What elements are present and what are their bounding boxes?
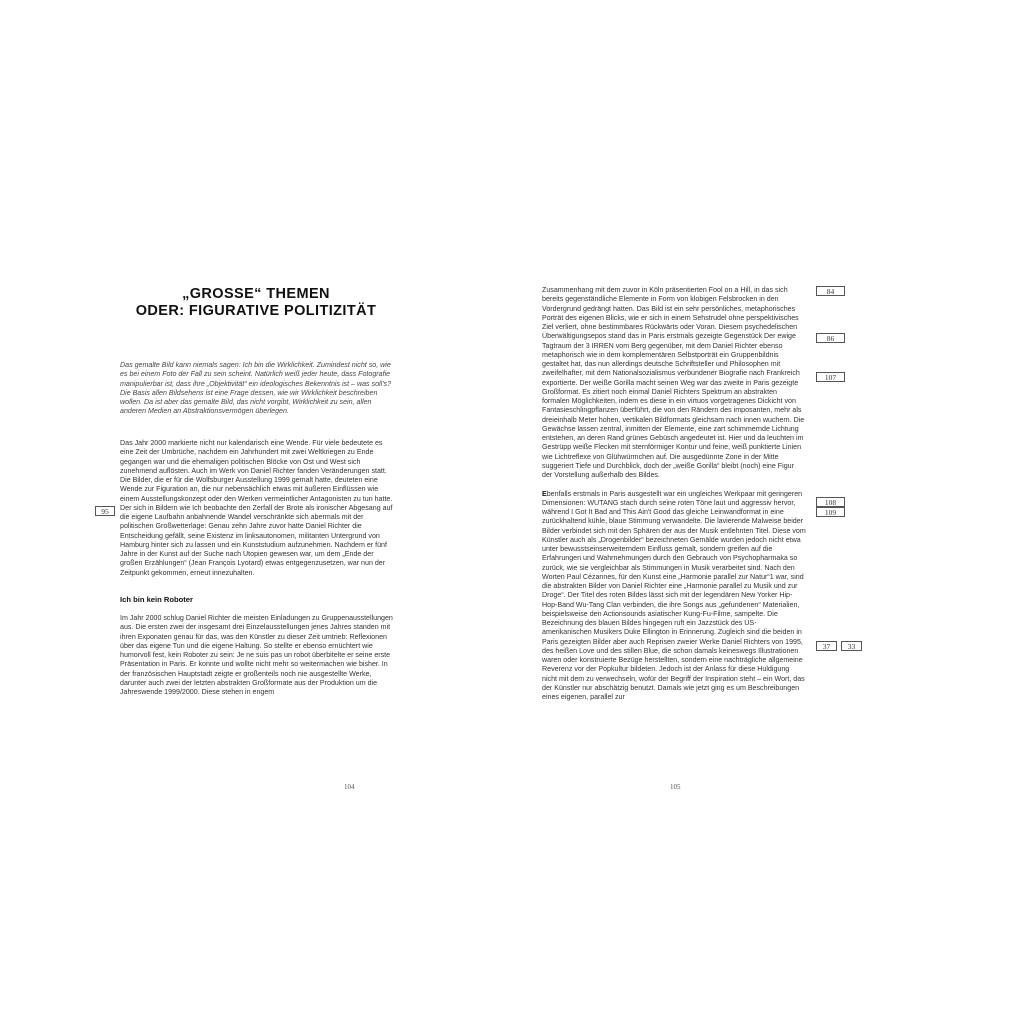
margin-reference-marker: 84 [816,286,845,296]
intro-text: Das gemalte Bild kann niemals sagen: Ich bin die Wirklichkeit. Zumindest nicht so, wie es bei einem Foto der Fall zu sein scheint. Natürlich weiß jeder heute, dass Fotografie manipulierbar ist, dass ihre „Objektivität“ ein ideologisches Bekenntnis ist – was soll's? Die Basis allen Bildsehens ist eine Frage dessen, wie wir Wirklichkeit beschreiben wollen. Da ist aber das gemalte Bild, das nicht vorgibt, Wirklichkeit zu sein, allen anderen Medien an Abstraktionsvermögen überlegen. [120,361,392,416]
right-paragraph-1: Zusammenhang mit dem zuvor in Köln präsentierten Fool on a Hill, in das sich bereits gegenständliche Elemente in Form von klobigen Felsbrocken in den Vordergrund gedrängt hatten. Das Bild ist ein sehr persönliches, metaphorisches Porträt des eigenen Blicks, wie er sich in einem Sehstrudel ohne perspektivisches Ziel verliert, ohne bestimmbares Rückwärts oder Voran. Diesem psychedelischen Überwältigungsepos stand das in Paris erstmals gezeigte Gegenstück Der ewige Tagtraum der 3 IRREN vom Berg gegenüber, mit dem Daniel Richter ebenso metaphorisch wie in dem komplementären Selbstporträt ein Gruppenbildnis gestaltet hat, das nun allerdings deutsche Schriftsteller und Philosophen mit zweifelhafter, mit dem Nationalsozialismus verbundener Biografie nach Frankreich exportierte. Der weiße Gorilla macht seinen Weg war das zweite in Paris gezeigte Großformat. Es zitiert noch einmal Daniel Richters Spektrum an abstrakten formalen Möglichkeiten, indem es diese in ein virtuos vorgetragenes Dickicht von Fantasieschlingpflanzen überführt, die von den Rändern des imposanten, mehr als dreieinhalb Meter hohen, vertikalen Bildformats gleichsam nach innen wuchern. Die Gewächse lassen zentral, inmitten der Elemente, eine zart schimmernde Lichtung entstehen, an deren Rand grünes Gebüsch angedeutet ist. Hier und da leuchten im Gestrüpp weiße Flecken mit sternförmiger Kontur und feine, weiß punktierte Linien wie Lichtreflexe von Glühwürmchen auf. Die ausgedünnte Zone in der Mitte suggeriert Tiefe und Durchblick, doch der „weiße Gorilla“ bleibt (noch) eine Figur der Vorstellung außerhalb des Bildes. [542,286,805,479]
right-page [512,0,1024,1024]
page-number-right: 105 [670,783,681,791]
margin-reference-marker: 33 [841,641,862,651]
body-paragraph-2 [120,614,396,707]
section-subheading: Ich bin kein Roboter [120,595,193,604]
body-text-2: Im Jahr 2000 schlug Daniel Richter die meisten Einladungen zu Gruppenausstellungen aus. Die ersten zwei der insgesamt drei Einzelausstellungen jenes Jahres standen mit ihren Exponaten genau für das, was den Künstler zu dieser Zeit umtrieb: Reflexionen über das eigene Tun und die eigene Haltung. So stellte er ebenso ernüchtert wie humorvoll fest, kein Roboter zu sein: Je ne suis pas un robot überbitelte er seine erste Präsentation in Paris. Er konnte und wollte nicht mehr so weitermachen wie bisher. In der französischen Hauptstadt zeigte er großenteils noch nie ausgestellte Werke, darunter auch zwei der letzten abstrakten Großformate aus der Produktion um die Jahreswende 1999/2000. Diese stehen in engem [120,614,393,696]
right-paragraph-2 [542,490,806,703]
body-text-1: Das Jahr 2000 markierte nicht nur kalendarisch eine Wende. Für viele bedeutete es eine Zeit der Umbrüche, nachdem ein Jahrhundert mit zwei Weltkriegen zu Ende gegangen war und die ehemaligen politischen Blöcke von Ost und West sich zunehmend auflösten. Auch im Werk von Daniel Richter fanden Veränderungen statt. Die Bilder, die er für die Wolfsburger Ausstellung 1999 gemalt hatte, deuteten eine Wende zur Figuration an, die nur nebensächlich etwas mit äußeren Einflüssen wie einem Ausstellungskonzept oder den Werken vermeintlicher Antagonisten zu tun hatte. Der sich in Bildern wie Ich beobachte den Zerfall der Brote als ironischer Abgesang auf die eigene Laufbahn anbahnende Wandel verschränkte sich abermals mit der politischen Großwetterlage: Genau zehn Jahre zuvor hatte Daniel Richter die Entscheidung gefällt, seine Existenz im linksautonomen, militanten Untergrund von Hamburg hinter sich zu lassen und ein Kunststudium aufzunehmen. Nachdem er fünf Jahre in der Kunst auf der Suche nach Utopien gewesen war, um dem „Ende der großen Erzählungen“ (Jean François Lyotard) etwas entgegenzusetzen, war nun der Zeitpunkt gekommen, erneut innezuhalten. [120,439,393,577]
margin-reference-marker: 95 [95,506,115,516]
chapter-title [120,286,392,320]
margin-reference-marker: 108 [816,497,845,507]
margin-reference-marker: 86 [816,333,845,343]
right-column-text [542,286,806,712]
intro-paragraph [120,361,396,426]
body-paragraph-1 [120,439,396,587]
right-paragraph-2-text: benfalls erstmals in Paris ausgestellt war ein ungleiches Werkpaar mit geringeren Dimensionen: WUTANG stach durch seine roten Töne laut und aggressiv hervor, während I Got It Bad and This Ain't Good das gleiche Leinwandformat in eine zurückhaltend kühle, blaue Stimmung verwandelte. Die lavierende Malweise beider Bilder verbindet sich mit den Sphären der aus der Musik entlehnten Titel. Diese vom Künstler auch als „Drogenbilder“ bezeichneten Gemälde wurden jedoch nicht etwa unter bewusstseinserweiterndem Einfluss gemalt, sondern greifen auf die Erfahrungen und Wahrnehmungen durch den Gebrauch von Psychopharmaka so zurück, wie sie vergleichbar als Stimmungen in Musik verarbeitet sind. Nach den Worten Paul Cézannes, für den Kunst eine „Harmonie parallel zur Natur“1 war, sind die abstrakten Bilder von Daniel Richter eine „Harmonie parallel zu Musik und zur Droge“. Der Titel des roten Bildes lässt sich mit der legendären New Yorker Hip-Hop-Band Wu-Tang Clan verbinden, die ihre Songs aus „gefundenen“ Materialien, beispielsweise den Actionsounds asiatischer Kung-Fu-Filme, sampelte. Die Bezeichnung des blauen Bildes hingegen ruft ein Jazzstück des US-amerikanischen Musikers Duke Ellington in Erinnerung. Zugleich sind die beiden in Paris gezeigten Bilder aber auch Reprisen zweier Werke Daniel Richters von 1995, des heißen Love und des stillen Blue, die schon damals keineswegs Illustrationen waren oder konstruierte Bezüge herstellten, sondern eine nachträgliche allgemeine Reverenz vor der Popkultur bildeten. Jedoch ist der Anlass für diese Huldigung nicht mit dem zu verwechseln, wofür der Begriff der Inspiration steht – ein Wort, das der Künstler nur abschätzig benutzt. Damals wie jetzt ging es um Beschreibungen eines eigenen, parallel zur [542,489,806,701]
chapter-title-line-1: „GROSSE“ THEMEN [182,286,330,302]
drop-capital: E [542,489,547,498]
margin-reference-marker: 109 [816,507,845,517]
chapter-title-line-2: ODER: FIGURATIVE POLITIZITÄT [135,303,377,319]
page-number-left: 104 [344,783,355,791]
margin-reference-marker: 107 [816,372,845,382]
margin-reference-marker: 37 [816,641,837,651]
